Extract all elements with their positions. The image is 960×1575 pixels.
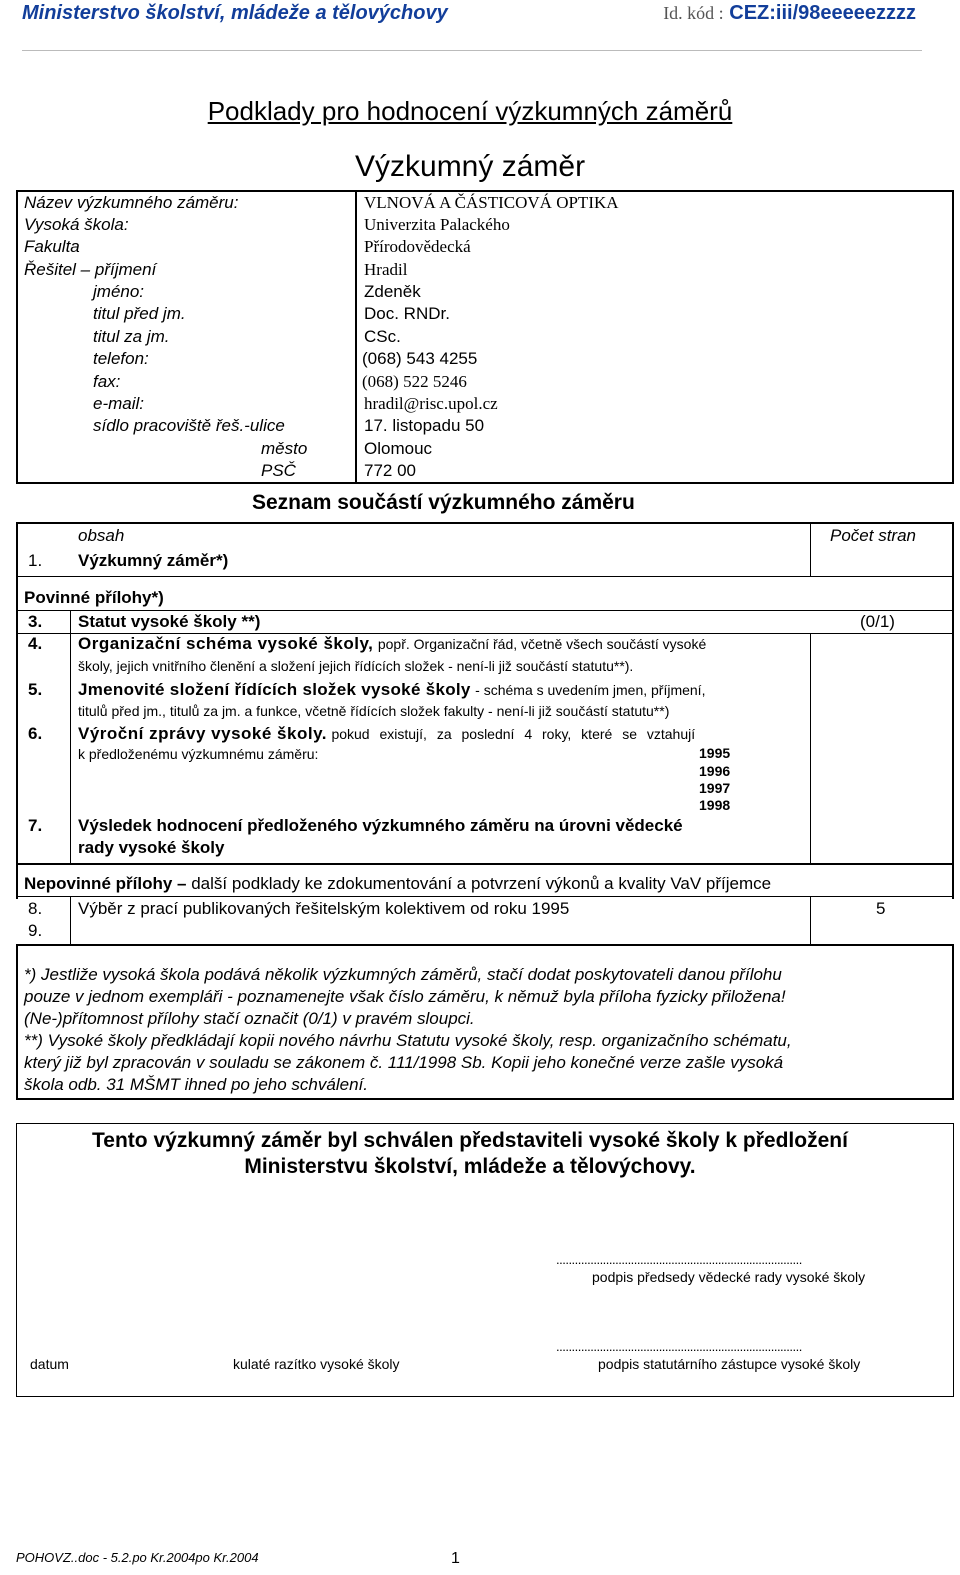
item1-num: 1.	[28, 551, 43, 570]
item4-bold: Organizační schéma vysoké školy,	[78, 634, 374, 653]
item5-num: 5.	[28, 680, 43, 699]
stamp-label: kulaté razítko vysoké školy	[233, 1356, 400, 1372]
table-row-line-1	[16, 576, 954, 577]
label-fax: fax:	[93, 372, 121, 391]
item8-num: 8.	[28, 899, 43, 918]
label-telefon: telefon:	[93, 349, 149, 368]
table-right-border	[952, 522, 954, 899]
item5-line1	[78, 680, 705, 700]
note-line-6: škola odb. 31 MŠMT ihned po jeho schválení.	[24, 1075, 368, 1094]
page-title: Podklady pro hodnocení výzkumných záměrů	[207, 96, 733, 126]
item5-bold: Jmenovité složení řídících složek vysoké školy	[78, 680, 471, 699]
label-jmeno: jméno:	[93, 282, 145, 301]
info-divider	[355, 191, 357, 483]
notes-right-border	[952, 946, 954, 1100]
approval-line-2: Ministerstvu školství, mládeže a tělovýchovy.	[244, 1155, 696, 1178]
seznam-title: Seznam součástí výzkumného záměru	[252, 491, 635, 514]
label-nazev: Název výzkumného záměru:	[24, 193, 239, 212]
item6-rest2: k předloženému výzkumnému záměru:	[78, 746, 319, 762]
value-titul-pred: Doc. RNDr.	[364, 304, 450, 323]
value-mesto: Olomouc	[364, 439, 433, 458]
nepovinne-title: Nepovinné přílohy –	[24, 874, 187, 893]
value-titul-za: CSc.	[364, 327, 401, 346]
year-1997: 1997	[699, 780, 731, 796]
table-row-line-5	[16, 896, 954, 897]
item5-rest1: - schéma s uvedením jmen, příjmení,	[475, 682, 706, 698]
notes-bottom-border	[16, 1098, 954, 1100]
table-row-line-2	[16, 610, 954, 611]
label-titul-za: titul za jm.	[93, 327, 170, 346]
year-1996: 1996	[699, 763, 731, 779]
id-code-label: Id. kód :	[663, 3, 724, 23]
item4-num: 4.	[28, 634, 43, 653]
item8-count: 5	[876, 899, 886, 918]
value-vs: Univerzita Palackého	[364, 215, 510, 234]
table-col-divider-top	[810, 522, 811, 577]
value-fakulta: Přírodovědecká	[364, 237, 471, 256]
povinne-title: Povinné přílohy*)	[24, 588, 164, 607]
item6-num: 6.	[28, 724, 43, 743]
year-1995: 1995	[699, 745, 731, 761]
item3-count: (0/1)	[860, 612, 895, 631]
item6-bold: Výroční zprávy vysoké školy.	[78, 724, 327, 743]
label-ulice: sídlo pracoviště řeš.-ulice	[93, 416, 285, 435]
value-nazev: VLNOVÁ A ČÁSTICOVÁ OPTIKA	[364, 193, 619, 212]
label-mesto: město	[261, 439, 308, 458]
signature-label-statutory: podpis statutárního zástupce vysoké školy	[598, 1356, 861, 1372]
item4-rest2: školy, jejich vnitřního členění a složení jejich řídících složek - není-li již součástí statutu**).	[78, 658, 634, 674]
table-col-divider-bottom	[810, 896, 811, 945]
item4-rest1: popř. Organizační řád, včetně všech součástí vysoké	[377, 636, 707, 652]
label-prijmeni: Řešitel – příjmení	[24, 260, 157, 279]
table-row-line-4	[16, 863, 954, 865]
label-vs: Vysoká škola:	[24, 215, 129, 234]
item3-text: Statut vysoké školy **)	[78, 612, 261, 631]
value-fax: (068) 522 5246	[362, 372, 467, 391]
item8-text: Výběr z prací publikovaných řešitelským kolektivem od roku 1995	[78, 899, 570, 918]
signature-line-1: ...............................................................................	[556, 1252, 802, 1267]
ministry-header: Ministerstvo školství, mládeže a tělovýchovy	[22, 2, 448, 24]
nepovinne-rest: další podklady ke zdokumentování a potvrzení výkonů a kvality VaV příjemce	[191, 874, 772, 893]
item6-rest1: pokud existují, za poslední 4 roky, které se vztahují	[331, 726, 696, 742]
pocet-label: Počet stran	[830, 526, 916, 545]
label-email: e-mail:	[93, 394, 145, 413]
value-psc: 772 00	[364, 461, 416, 480]
label-psc: PSČ	[261, 461, 296, 480]
id-code-value: CEZ:iii/98eeeeezzzz	[729, 2, 916, 24]
id-code	[663, 2, 916, 25]
table-col-divider-mid	[810, 633, 811, 864]
table-top-border	[16, 522, 954, 524]
note-line-3: (Ne-)přítomnost přílohy stačí označit (0/1) v pravém sloupci.	[24, 1009, 475, 1028]
page-number: 1	[451, 1550, 460, 1567]
value-jmeno: Zdeněk	[364, 282, 421, 301]
item7-line1: Výsledek hodnocení předloženého výzkumného záměru na úrovni vědecké	[78, 816, 683, 835]
datum-label: datum	[30, 1356, 69, 1372]
item3-num: 3.	[28, 612, 43, 631]
item6-line1	[78, 724, 695, 744]
table-num-divider-2	[70, 896, 71, 945]
year-1998: 1998	[699, 797, 731, 813]
note-line-1: *) Jestliže vysoká škola podává několik výzkumných záměrů, stačí dodat poskytovateli danou přílohu	[24, 965, 782, 984]
nepovinne-row	[24, 874, 771, 894]
item7-line2: rady vysoké školy	[78, 838, 225, 857]
note-line-2: pouze v jednom exempláři - poznamenejte však číslo záměru, k němuž byla příloha fyzicky přiložena!	[24, 987, 786, 1006]
value-telefon: (068) 543 4255	[362, 349, 478, 368]
value-email: hradil@risc.upol.cz	[364, 394, 498, 413]
value-ulice: 17. listopadu 50	[364, 416, 485, 435]
note-line-4: **) Vysoké školy předkládají kopii nového návrhu Statutu vysoké školy, resp. organizačního schématu,	[24, 1031, 792, 1050]
item5-rest2: titulů před jm., titulů za jm. a funkce, včetně řídících složek fakulty - není-li již součástí statutu**)	[78, 703, 670, 719]
signature-label-chair: podpis předsedy vědecké rady vysoké školy	[592, 1269, 866, 1285]
approval-line-1: Tento výzkumný záměr byl schválen představiteli vysoké školy k předložení	[92, 1129, 848, 1152]
item1-text: Výzkumný záměr*)	[78, 551, 229, 570]
signature-line-2: ...............................................................................	[556, 1339, 802, 1354]
label-titul-pred: titul před jm.	[93, 304, 186, 323]
item9-num: 9.	[28, 921, 43, 940]
obsah-label: obsah	[78, 526, 125, 545]
notes-left-border	[16, 946, 18, 1100]
item7-num: 7.	[28, 816, 43, 835]
table-num-divider	[70, 610, 71, 864]
value-prijmeni: Hradil	[364, 260, 408, 279]
table-left-border	[16, 522, 18, 899]
item4-line1	[78, 634, 706, 654]
section-title: Výzkumný záměr	[355, 150, 586, 183]
table-bottom-border	[16, 944, 954, 946]
label-fakulta: Fakulta	[24, 237, 80, 256]
footer-doc: POHOVZ..doc - 5.2.po Kr.2004po Kr.2004	[16, 1550, 259, 1565]
note-line-5: který již byl zpracován v souladu se zákonem č. 111/1998 Sb. Kopii jeho konečné verze zašle vysoká	[24, 1053, 784, 1072]
header-rule	[22, 50, 922, 51]
